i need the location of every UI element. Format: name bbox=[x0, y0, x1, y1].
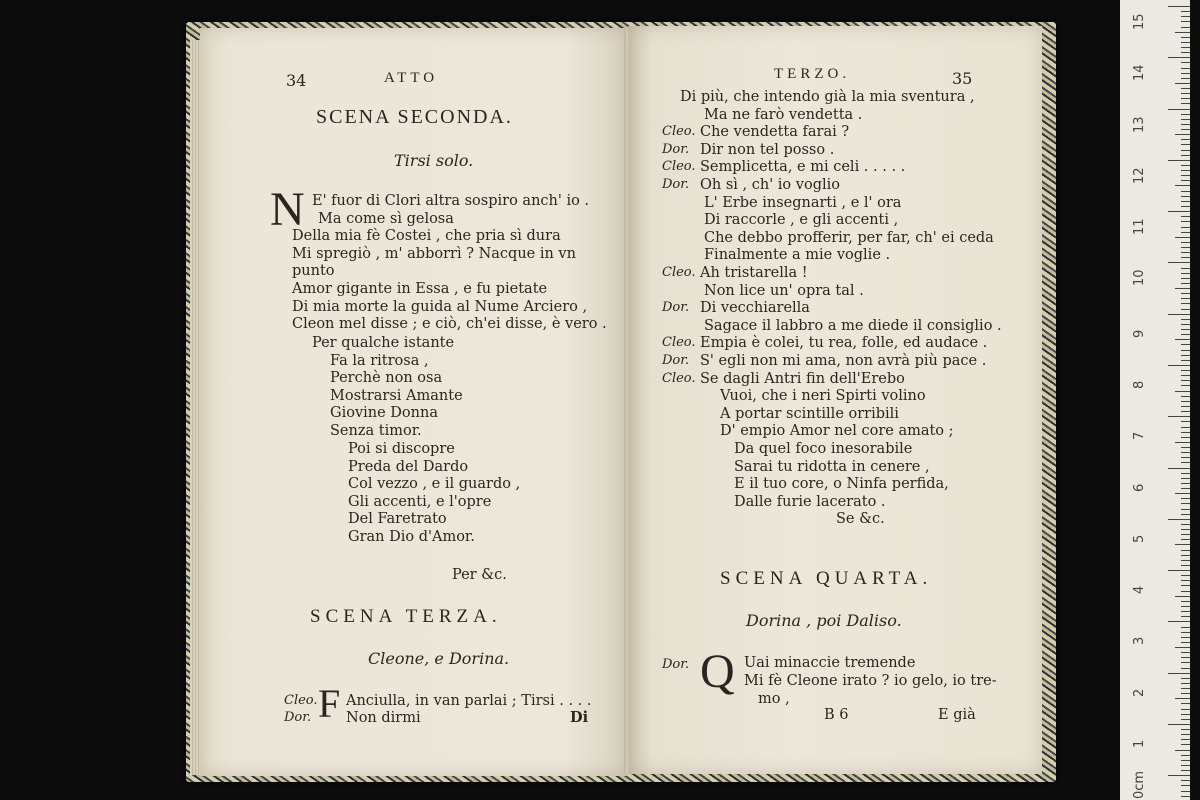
ruler-tick bbox=[1181, 411, 1190, 412]
scene-3-title: SCENA TERZA. bbox=[310, 606, 502, 627]
ruler-tick bbox=[1181, 657, 1190, 658]
ruler-tick bbox=[1181, 298, 1190, 299]
speaker-label: Dor. bbox=[662, 177, 690, 192]
ruler-tick bbox=[1168, 109, 1190, 110]
dialogue-line: Dalle furie lacerato . bbox=[734, 493, 886, 510]
dialogue-line: E il tuo core, o Ninfa perfida, bbox=[734, 476, 949, 493]
line-q1: Uai minaccie tremende bbox=[744, 655, 916, 671]
ruler-tick bbox=[1181, 478, 1190, 479]
dialogue-line: Finalmente a mie voglie . bbox=[704, 247, 891, 264]
ruler-tick bbox=[1181, 206, 1190, 207]
ruler-tick bbox=[1181, 709, 1190, 710]
ruler-tick bbox=[1181, 165, 1190, 166]
ruler-number: 11 bbox=[1132, 218, 1147, 236]
verse-line: Fa la ritrosa , bbox=[330, 352, 429, 369]
ruler-tick bbox=[1175, 83, 1190, 84]
ruler-tick bbox=[1181, 21, 1190, 22]
line-q2: Mi fè Cleone irato ? io gelo, io tre- bbox=[744, 673, 997, 689]
per-etc: Per &c. bbox=[452, 567, 507, 583]
ruler-tick bbox=[1181, 175, 1190, 176]
scene-3-cast: Cleone, e Dorina. bbox=[368, 649, 510, 668]
ruler-tick bbox=[1181, 93, 1190, 94]
dropcap-f: F bbox=[318, 681, 341, 726]
ruler-tick bbox=[1181, 119, 1190, 120]
ruler-tick bbox=[1181, 437, 1190, 438]
dialogue-line: Di più, che intendo già la mia sventura , bbox=[680, 89, 975, 105]
ruler-tick bbox=[1181, 319, 1190, 320]
ruler-tick bbox=[1181, 791, 1190, 792]
verse-line: Preda del Dardo bbox=[348, 458, 469, 475]
ruler-number: 5 bbox=[1132, 534, 1147, 543]
ruler-tick bbox=[1181, 427, 1190, 428]
ruler-tick bbox=[1181, 601, 1190, 602]
ruler-tick bbox=[1181, 770, 1190, 771]
left-page-number: 34 bbox=[286, 71, 307, 90]
verse-line: Di mia morte la guida al Nume Arciero , bbox=[292, 298, 588, 315]
dialogue-line: Che vendetta farai ? bbox=[700, 124, 850, 141]
ruler-tick bbox=[1175, 134, 1190, 135]
ruler-tick bbox=[1181, 216, 1190, 217]
left-catchword: Di bbox=[570, 709, 589, 726]
scene-4-cast: Dorina , poi Daliso. bbox=[746, 611, 902, 630]
ruler-tick bbox=[1168, 160, 1190, 161]
speaker-dor-q: Dor. bbox=[662, 657, 690, 672]
dialogue-line: Di vecchiarella bbox=[700, 300, 810, 317]
ruler-tick bbox=[1181, 247, 1190, 248]
ruler-tick bbox=[1181, 462, 1190, 463]
ruler-tick bbox=[1181, 62, 1190, 63]
speaker-label: Cleo. bbox=[662, 335, 696, 351]
verse-line: punto bbox=[292, 263, 335, 280]
ruler-tick bbox=[1181, 201, 1190, 202]
ruler-number: 15 bbox=[1132, 13, 1147, 30]
ruler-tick bbox=[1181, 652, 1190, 653]
ruler-tick bbox=[1181, 170, 1190, 171]
ruler-tick bbox=[1181, 180, 1190, 181]
ruler-tick bbox=[1168, 775, 1190, 776]
ruler-tick bbox=[1175, 391, 1190, 392]
dialogue-line: L' Erbe insegnarti , e l' ora bbox=[704, 194, 902, 211]
speaker-label: Dor. bbox=[662, 300, 690, 316]
ruler-tick bbox=[1181, 734, 1190, 735]
verse-line: Giovine Donna bbox=[330, 405, 438, 422]
ruler-tick bbox=[1181, 309, 1190, 310]
ruler-tick bbox=[1181, 150, 1190, 151]
ruler-tick bbox=[1181, 16, 1190, 17]
ruler-tick bbox=[1175, 647, 1190, 648]
ruler-tick bbox=[1181, 452, 1190, 453]
ruler-tick bbox=[1181, 729, 1190, 730]
ruler-tick bbox=[1181, 47, 1190, 48]
dialogue-line: D' empio Amor nel core amato ; bbox=[720, 423, 954, 440]
ruler-tick bbox=[1181, 529, 1190, 530]
ruler-tick bbox=[1181, 616, 1190, 617]
ruler-tick bbox=[1181, 396, 1190, 397]
ruler-number: 7 bbox=[1132, 431, 1147, 441]
ruler-tick bbox=[1168, 519, 1190, 520]
ruler-tick bbox=[1181, 473, 1190, 474]
ruler-tick bbox=[1181, 637, 1190, 638]
ruler-tick bbox=[1175, 750, 1190, 751]
ruler-tick bbox=[1181, 380, 1190, 381]
ruler-tick bbox=[1181, 221, 1190, 222]
dialogue-line: Ma ne farò vendetta . bbox=[704, 106, 863, 123]
ruler-number: 10 bbox=[1132, 269, 1147, 287]
ruler-tick bbox=[1181, 42, 1190, 43]
ruler-tick bbox=[1168, 570, 1190, 571]
verse-line: Per qualche istante bbox=[312, 335, 455, 351]
speaker-label: Dor. bbox=[662, 141, 690, 157]
ruler-tick bbox=[1181, 257, 1190, 258]
ruler-tick bbox=[1181, 483, 1190, 484]
ruler-tick bbox=[1168, 57, 1190, 58]
dialogue-line: Semplicetta, e mi celi . . . . . bbox=[700, 159, 906, 176]
ruler-number: 6 bbox=[1132, 483, 1147, 492]
ruler-tick bbox=[1175, 288, 1190, 289]
ruler-tick bbox=[1181, 498, 1190, 499]
ruler-tick bbox=[1181, 796, 1190, 797]
ruler-tick bbox=[1181, 385, 1190, 386]
ruler-tick bbox=[1181, 642, 1190, 643]
verse-line: Ma come sì gelosa bbox=[318, 210, 454, 227]
ruler-tick bbox=[1168, 211, 1190, 212]
ruler-tick bbox=[1168, 621, 1190, 622]
dialogue-line: Di raccorle , e gli accenti , bbox=[704, 212, 899, 229]
verse-line: Col vezzo , e il guardo , bbox=[348, 476, 521, 493]
ruler-tick bbox=[1181, 78, 1190, 79]
dialogue-line: Che debbo profferir, per far, ch' ei ceda bbox=[704, 229, 994, 246]
ruler-tick bbox=[1181, 196, 1190, 197]
ruler-tick bbox=[1181, 139, 1190, 140]
ruler-tick bbox=[1181, 227, 1190, 228]
verse-line: Mi spregiò , m' abborrì ? Nacque in vn bbox=[292, 245, 576, 262]
ruler-tick bbox=[1181, 780, 1190, 781]
ruler-tick bbox=[1181, 27, 1190, 28]
ruler-tick bbox=[1175, 493, 1190, 494]
ruler-tick bbox=[1181, 370, 1190, 371]
left-page bbox=[200, 28, 628, 776]
ruler-tick bbox=[1181, 252, 1190, 253]
ruler-tick bbox=[1181, 350, 1190, 351]
dialogue-line: A portar scintille orribili bbox=[720, 405, 899, 422]
verse-line: Cleon mel disse ; e ciò, ch'ei disse, è vero . bbox=[292, 316, 607, 333]
ruler-tick bbox=[1175, 596, 1190, 597]
ruler-tick bbox=[1175, 698, 1190, 699]
scene-2-cast: Tirsi solo. bbox=[394, 151, 474, 170]
ruler-tick bbox=[1181, 73, 1190, 74]
verse-line: Del Faretrato bbox=[348, 511, 447, 528]
ruler-tick bbox=[1181, 755, 1190, 756]
scene-2-title: SCENA SECONDA. bbox=[316, 106, 513, 128]
ruler-tick bbox=[1181, 52, 1190, 53]
ruler-tick bbox=[1168, 468, 1190, 469]
right-page bbox=[628, 26, 1042, 774]
ruler-tick bbox=[1181, 678, 1190, 679]
ruler-number: 3 bbox=[1132, 637, 1147, 646]
ruler-tick bbox=[1181, 765, 1190, 766]
ruler-tick bbox=[1181, 550, 1190, 551]
dialogue-line: Da quel foco inesorabile bbox=[734, 441, 913, 457]
ruler-tick bbox=[1168, 365, 1190, 366]
ruler-tick bbox=[1181, 627, 1190, 628]
ruler-tick bbox=[1181, 555, 1190, 556]
ruler-tick bbox=[1181, 124, 1190, 125]
speaker-label: Dor. bbox=[662, 353, 690, 368]
ruler-tick bbox=[1168, 673, 1190, 674]
line-f1: Anciulla, in van parlai ; Tirsi . . . . bbox=[346, 693, 592, 709]
ruler-number: 12 bbox=[1132, 167, 1147, 184]
ruler-tick bbox=[1168, 6, 1190, 7]
right-page-number: 35 bbox=[952, 69, 973, 88]
speaker-cleo: Cleo. bbox=[284, 693, 318, 708]
ruler-tick bbox=[1181, 293, 1190, 294]
ruler-tick bbox=[1181, 401, 1190, 402]
ruler-tick bbox=[1168, 416, 1190, 417]
ruler-tick bbox=[1181, 632, 1190, 633]
ruler-tick bbox=[1181, 375, 1190, 376]
ruler-tick bbox=[1181, 303, 1190, 304]
ruler-tick bbox=[1181, 334, 1190, 335]
ruler-tick bbox=[1168, 724, 1190, 725]
ruler-tick bbox=[1181, 155, 1190, 156]
verse-line: Della mia fè Costei , che pria sì dura bbox=[292, 228, 561, 245]
ruler-tick bbox=[1181, 129, 1190, 130]
ruler-number: 14 bbox=[1132, 64, 1147, 82]
speaker-label: Cleo. bbox=[662, 159, 696, 175]
ruler-tick bbox=[1175, 32, 1190, 33]
dialogue-line: Oh sì , ch' io voglio bbox=[700, 177, 840, 193]
ruler-tick bbox=[1181, 447, 1190, 448]
ruler-tick bbox=[1181, 191, 1190, 192]
dropcap-n: N bbox=[270, 183, 305, 236]
ruler-tick bbox=[1181, 509, 1190, 510]
verse-line: Mostrarsi Amante bbox=[330, 387, 463, 404]
verse-line: Gli accenti, e l'opre bbox=[348, 493, 492, 510]
ruler-tick bbox=[1181, 98, 1190, 99]
ruler-tick bbox=[1181, 329, 1190, 330]
speaker-label: Cleo. bbox=[662, 124, 696, 140]
line-q3: mo , bbox=[758, 691, 790, 707]
dialogue-line: Sarai tu ridotta in cenere , bbox=[734, 458, 930, 475]
ruler-tick bbox=[1181, 144, 1190, 145]
ruler-tick bbox=[1181, 514, 1190, 515]
verse-line: Senza timor. bbox=[330, 423, 422, 439]
right-catchword: E già bbox=[938, 707, 976, 723]
ruler-tick bbox=[1181, 488, 1190, 489]
ruler-tick bbox=[1181, 524, 1190, 525]
dialogue-line: Se &c. bbox=[836, 511, 885, 528]
ruler-tick bbox=[1181, 68, 1190, 69]
ruler-tick bbox=[1181, 457, 1190, 458]
dialogue-line: Empia è colei, tu rea, folle, ed audace . bbox=[700, 335, 988, 352]
ruler-tick bbox=[1181, 662, 1190, 663]
ruler-tick bbox=[1181, 565, 1190, 566]
ruler-tick bbox=[1181, 432, 1190, 433]
ruler-tick bbox=[1175, 544, 1190, 545]
ruler-number: 2 bbox=[1132, 688, 1147, 697]
ruler-tick bbox=[1181, 744, 1190, 745]
ruler-tick bbox=[1181, 88, 1190, 89]
ruler-number: 13 bbox=[1132, 116, 1147, 133]
ruler-number: 1 bbox=[1132, 739, 1147, 748]
dialogue-line: Dir non tel posso . bbox=[700, 141, 835, 158]
ruler-tick bbox=[1181, 668, 1190, 669]
dialogue-line: Vuoi, che i neri Spirti volino bbox=[720, 388, 926, 405]
ruler-tick bbox=[1175, 185, 1190, 186]
ruler-tick bbox=[1181, 406, 1190, 407]
dialogue-line: Ah tristarella ! bbox=[700, 265, 808, 281]
left-running-head: ATTO bbox=[384, 70, 439, 86]
ruler-tick bbox=[1175, 237, 1190, 238]
ruler-number: 4 bbox=[1132, 585, 1147, 595]
ruler-tick bbox=[1181, 611, 1190, 612]
ruler-tick bbox=[1181, 575, 1190, 576]
ruler-tick bbox=[1181, 114, 1190, 115]
ruler-number: 9 bbox=[1132, 329, 1147, 338]
signature-mark: B 6 bbox=[824, 707, 849, 723]
verse-line: E' fuor di Clori altra sospiro anch' io . bbox=[312, 193, 590, 209]
ruler-tick bbox=[1181, 360, 1190, 361]
ruler-tick bbox=[1181, 714, 1190, 715]
speaker-label: Cleo. bbox=[662, 265, 696, 280]
dialogue-line: Sagace il labbro a me diede il consiglio . bbox=[704, 317, 1002, 334]
ruler-tick bbox=[1181, 355, 1190, 356]
scene-4-title: SCENA QUARTA. bbox=[720, 568, 933, 589]
ruler-tick bbox=[1181, 278, 1190, 279]
ruler bbox=[1120, 0, 1190, 800]
ruler-tick bbox=[1181, 421, 1190, 422]
ruler-tick bbox=[1175, 442, 1190, 443]
verse-line: Gran Dio d'Amor. bbox=[348, 529, 475, 545]
ruler-tick bbox=[1181, 273, 1190, 274]
ruler-tick bbox=[1181, 37, 1190, 38]
ruler-tick bbox=[1181, 739, 1190, 740]
ruler-tick bbox=[1181, 683, 1190, 684]
ruler-number: 8 bbox=[1132, 380, 1147, 389]
speaker-label: Cleo. bbox=[662, 370, 696, 386]
verse-line: Perchè non osa bbox=[330, 370, 443, 387]
ruler-tick bbox=[1181, 719, 1190, 720]
ruler-tick bbox=[1181, 539, 1190, 540]
ruler-tick bbox=[1181, 103, 1190, 104]
ruler-tick bbox=[1181, 242, 1190, 243]
ruler-tick bbox=[1181, 693, 1190, 694]
ruler-tick bbox=[1181, 580, 1190, 581]
ruler-tick bbox=[1181, 268, 1190, 269]
ruler-number: 0cm bbox=[1132, 771, 1147, 800]
dialogue-line: S' egli non mi ama, non avrà più pace . bbox=[700, 353, 987, 369]
ruler-tick bbox=[1181, 688, 1190, 689]
verse-line: Amor gigante in Essa , e fu pietate bbox=[292, 281, 548, 297]
ruler-tick bbox=[1181, 591, 1190, 592]
ruler-tick bbox=[1181, 232, 1190, 233]
ruler-tick bbox=[1181, 503, 1190, 504]
ruler-tick bbox=[1181, 585, 1190, 586]
ruler-tick bbox=[1181, 760, 1190, 761]
ruler-tick bbox=[1168, 262, 1190, 263]
ruler-tick bbox=[1181, 344, 1190, 345]
ruler-tick bbox=[1181, 283, 1190, 284]
ruler-tick bbox=[1181, 534, 1190, 535]
dropcap-q: Q bbox=[700, 645, 735, 698]
dialogue-line: Se dagli Antri fin dell'Erebo bbox=[700, 370, 905, 387]
ruler-tick bbox=[1181, 703, 1190, 704]
ruler-tick bbox=[1181, 785, 1190, 786]
ruler-tick bbox=[1181, 11, 1190, 12]
ruler-tick bbox=[1175, 339, 1190, 340]
ruler-tick bbox=[1181, 560, 1190, 561]
line-f2: Non dirmi bbox=[346, 710, 421, 726]
ruler-tick bbox=[1181, 606, 1190, 607]
verse-line: Poi si discopre bbox=[348, 441, 455, 457]
ruler-tick bbox=[1181, 324, 1190, 325]
speaker-dor: Dor. bbox=[284, 710, 312, 725]
dialogue-line: Non lice un' opra tal . bbox=[704, 282, 864, 299]
ruler-tick bbox=[1168, 314, 1190, 315]
right-running-head: TERZO. bbox=[774, 66, 851, 82]
